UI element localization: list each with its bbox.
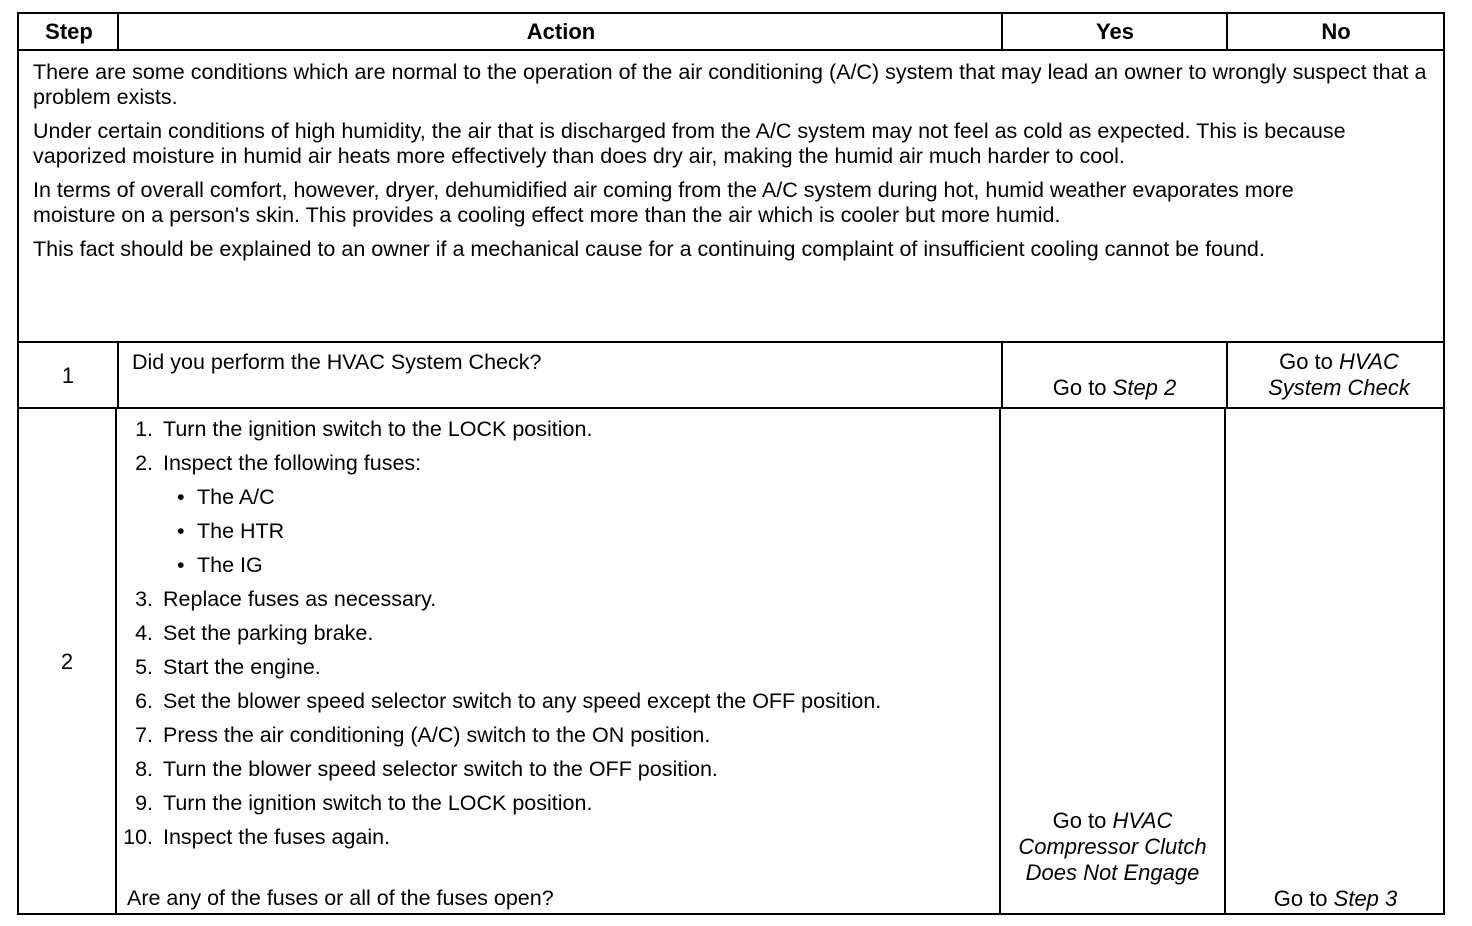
procedure-item-text: Start the engine. — [163, 655, 321, 679]
intro-paragraph: There are some conditions which are normal to the operation of the air conditioning (A/C) system that may lead an owner to wrongly suspect that a problem exists. — [33, 60, 1427, 109]
intro-notes — [33, 60, 1429, 271]
divider — [1226, 14, 1228, 50]
fuse-item: • The HTR — [163, 519, 945, 544]
procedure-item-number: 6. — [135, 689, 153, 713]
procedure-item-text: Set the blower speed selector switch to any speed except the OFF position. — [163, 689, 882, 713]
intro-paragraph: In terms of overall comfort, however, dryer, dehumidified air coming from the A/C system during hot, humid weather evaporates more moisture on a person's skin. This provides a cooling effect more than the air which is cooler but more humid. — [33, 178, 1294, 227]
yes-link[interactable]: Step 2 — [1112, 375, 1177, 400]
step-number: 1 — [61, 363, 75, 388]
procedure-item-text: Turn the blower speed selector switch to the OFF position. — [163, 757, 718, 781]
no-link[interactable]: Step 3 — [1333, 886, 1398, 911]
procedure-item-number: 10. — [123, 825, 153, 849]
procedure-item-number: 9. — [135, 791, 153, 815]
header-no: No — [1321, 19, 1351, 44]
procedure-item — [115, 655, 945, 680]
no-action: Go to Step 3 — [1273, 886, 1398, 911]
procedure-item-text: Inspect the following fuses: — [163, 451, 422, 475]
procedure-item — [115, 757, 945, 782]
yes-action: Go to Step 2 — [1052, 375, 1177, 400]
procedure-list — [115, 417, 945, 850]
procedure-item — [115, 587, 945, 612]
intro-paragraph: This fact should be explained to an owner if a mechanical cause for a continuing complaint of insufficient cooling cannot be found. — [33, 237, 1265, 261]
procedure-item — [115, 689, 945, 714]
yes-link[interactable]: HVAC Compressor Clutch Does Not Engage — [1018, 808, 1207, 885]
header-action: Action — [526, 19, 596, 44]
no-link[interactable]: HVAC System Check — [1268, 349, 1410, 400]
divider — [117, 343, 119, 409]
divider — [117, 14, 119, 50]
procedure-item-text: Inspect the fuses again. — [163, 825, 391, 849]
divider — [1224, 409, 1226, 915]
procedure-item-text: Set the parking brake. — [163, 621, 374, 645]
procedure-item-number: 4. — [135, 621, 153, 645]
procedure-item-text: Press the air conditioning (A/C) switch to the ON position. — [163, 723, 711, 747]
procedure-item-number: 7. — [135, 723, 153, 747]
no-action: Go to HVAC System Check — [1268, 349, 1410, 400]
procedure-item — [115, 825, 945, 850]
fuse-item: • The A/C — [163, 485, 945, 510]
procedure-item-number: 8. — [135, 757, 153, 781]
procedure-item — [115, 791, 945, 816]
fuse-item: • The IG — [163, 553, 945, 578]
procedure-item-text: Turn the ignition switch to the LOCK position. — [163, 791, 593, 815]
procedure-item-number: 2. — [135, 451, 153, 475]
divider — [19, 407, 1443, 409]
procedure-item-text: Turn the ignition switch to the LOCK position. — [163, 417, 593, 441]
procedure-item-number: 5. — [135, 655, 153, 679]
procedure-item-number: 1. — [135, 417, 153, 441]
procedure-item — [115, 417, 945, 442]
procedure-item — [115, 451, 945, 578]
header-step: Step — [45, 19, 93, 44]
procedure-item-number: 3. — [135, 587, 153, 611]
step-number: 2 — [60, 649, 74, 674]
divider — [1001, 14, 1003, 50]
yes-action: Go to HVAC Compressor Clutch Does Not Engage — [1018, 808, 1207, 885]
fuse-list — [163, 485, 945, 578]
step-question: Did you perform the HVAC System Check? — [132, 350, 542, 374]
procedure-item — [115, 621, 945, 646]
step-question: Are any of the fuses or all of the fuses open? — [127, 886, 554, 910]
procedure-item — [115, 723, 945, 748]
divider — [19, 341, 1443, 343]
intro-paragraph: Under certain conditions of high humidity, the air that is discharged from the A/C system may not feel as cold as expected. This is because vaporized moisture in humid air heats more effectively than does dry air, making the humid air much harder to cool. — [33, 119, 1346, 168]
divider — [19, 49, 1443, 51]
divider — [1226, 343, 1228, 409]
header-yes: Yes — [1096, 19, 1134, 44]
diagnostic-table — [17, 12, 1445, 915]
step-procedure — [115, 417, 945, 859]
procedure-item-text: Replace fuses as necessary. — [163, 587, 437, 611]
